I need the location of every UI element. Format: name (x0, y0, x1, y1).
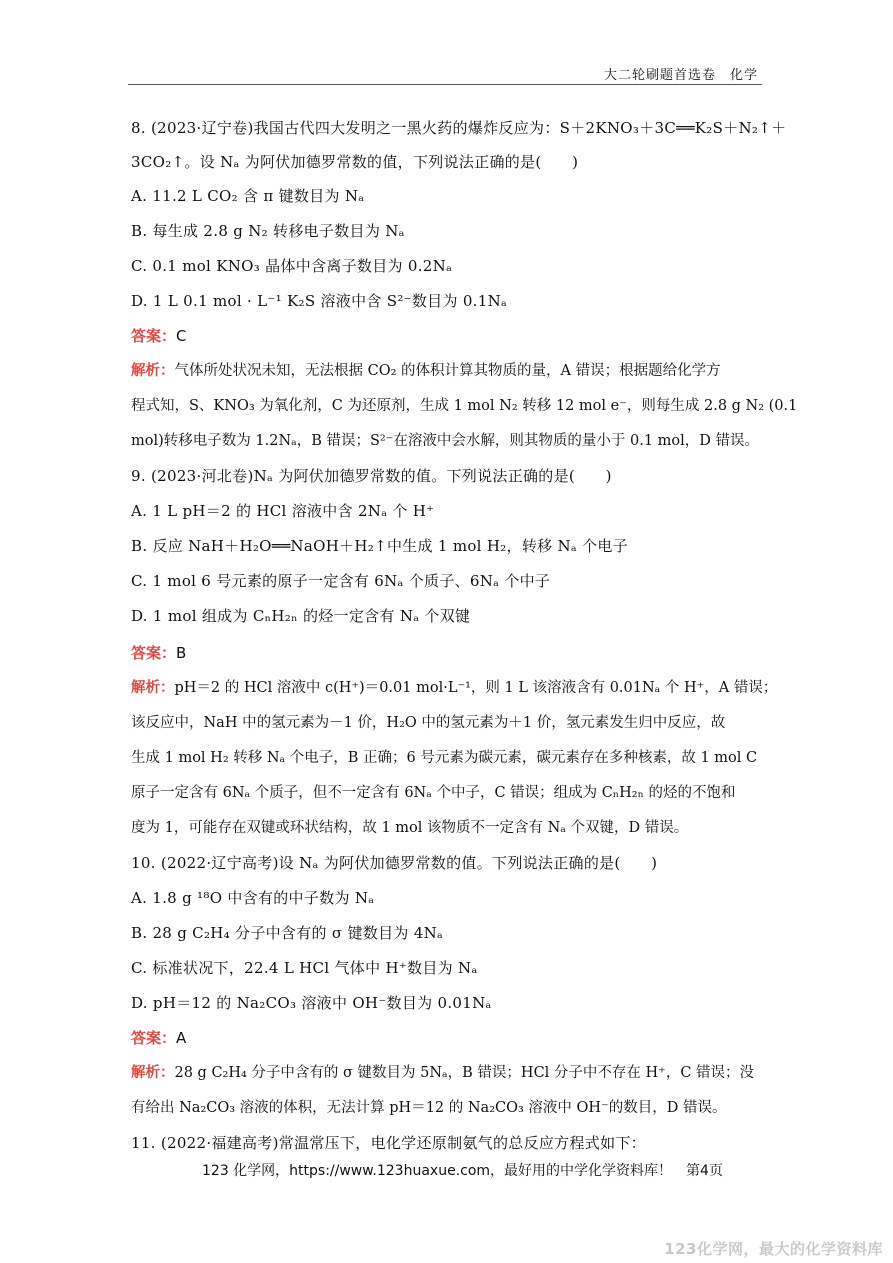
question-line: A. 11.2 L CO₂ 含 π 键数目为 Nₐ (131, 187, 365, 205)
question-line: B. 28 g C₂H₄ 分子中含有的 σ 键数目为 4Nₐ (131, 924, 444, 942)
explanation-line (131, 678, 778, 698)
answer-label: 答案： (131, 644, 177, 662)
question-line: C. 0.1 mol KNO₃ 晶体中含离子数目为 0.2Nₐ (131, 257, 453, 275)
answer-line (131, 326, 771, 346)
explanation-line: 度为 1，可能存在双键或环状结构，故 1 mol 该物质不一定含有 Nₐ 个双键，D 错误。 (131, 820, 689, 836)
explanation-line: 有给出 Na₂CO₃ 溶液的体积，无法计算 pH＝12 的 Na₂CO₃ 溶液中 OH⁻的数目，D 错误。 (131, 1100, 727, 1116)
watermark: 123化学网，最大的化学资料库 (664, 1240, 883, 1258)
question-line: A. 1 L pH＝2 的 HCl 溶液中含 2Nₐ 个 H⁺ (131, 502, 435, 520)
explanation-label: 解析： (131, 363, 175, 379)
explanation-text: 28 g C₂H₄ 分子中含有的 σ 键数目为 5Nₐ，B 错误；HCl 分子中不存在 H⁺，C 错误；没 (174, 1065, 755, 1081)
question-line: D. 1 L 0.1 mol · L⁻¹ K₂S 溶液中含 S²⁻数目为 0.1Nₐ (131, 292, 508, 310)
question-line: B. 反应 NaH＋H₂O══NaOH＋H₂↑中生成 1 mol H₂，转移 Nₐ 个电子 (131, 537, 628, 555)
explanation-line (131, 361, 771, 381)
explanation-line: 程式知，S、KNO₃ 为氧化剂，C 为还原剂，生成 1 mol N₂ 转移 12 mol e⁻，则每生成 2.8 g N₂ (0.1 (131, 398, 798, 414)
header-title: 大二轮刷题首选卷 化学 (603, 68, 758, 83)
question-line: A. 1.8 g ¹⁸O 中含有的中子数为 Nₐ (131, 889, 375, 907)
explanation-label: 解析： (131, 680, 175, 696)
explanation-line: 原子一定含有 6Nₐ 个质子，但不一定含有 6Nₐ 个中子，C 错误；组成为 CₙH₂ₙ 的烃的不饱和 (131, 785, 736, 801)
explanation-line (131, 1063, 771, 1083)
explanation-text: 气体所处状况未知，无法根据 CO₂ 的体积计算其物质的量，A 错误；根据题给化学方 (174, 363, 721, 379)
answer-line (131, 1028, 771, 1048)
answer-label: 答案： (131, 1029, 177, 1047)
answer-value: B (176, 644, 187, 662)
answer-line (131, 643, 771, 663)
question-line: 10. (2022·辽宁高考)设 Nₐ 为阿伏加德罗常数的值。下列说法正确的是( ) (131, 854, 658, 872)
explanation-line: 该反应中，NaH 中的氢元素为－1 价，H₂O 中的氢元素为＋1 价，氢元素发生归中反应，故 (131, 715, 726, 731)
question-line: 3CO₂↑。设 Nₐ 为阿伏加德罗常数的值，下列说法正确的是( ) (131, 153, 579, 171)
explanation-line: 生成 1 mol H₂ 转移 Nₐ 个电子，B 正确；6 号元素为碳元素，碳元素存在多种核素，故 1 mol C (131, 750, 758, 766)
question-line: C. 1 mol 6 号元素的原子一定含有 6Nₐ 个质子、6Nₐ 个中子 (131, 572, 551, 590)
answer-value: A (176, 1029, 187, 1047)
page-footer: 123 化学网，https://www.123huaxue.com，最好用的中学化学资料库！ 第4页 (202, 1163, 723, 1179)
explanation-label: 解析： (131, 1065, 175, 1081)
question-line: D. 1 mol 组成为 CₙH₂ₙ 的烃一定含有 Nₐ 个双键 (131, 607, 471, 625)
question-line: 9. (2023·河北卷)Nₐ 为阿伏加德罗常数的值。下列说法正确的是( ) (131, 467, 612, 485)
answer-label: 答案： (131, 327, 177, 345)
question-line: D. pH＝12 的 Na₂CO₃ 溶液中 OH⁻数目为 0.01Nₐ (131, 994, 492, 1012)
explanation-text: pH＝2 的 HCl 溶液中 c(H⁺)＝0.01 mol·L⁻¹，则 1 L 该溶液含有 0.01Nₐ 个 H⁺，A 错误； (174, 680, 778, 696)
explanation-line: mol)转移电子数为 1.2Nₐ，B 错误；S²⁻在溶液中会水解，则其物质的量小于 0.1 mol，D 错误。 (131, 433, 760, 449)
question-line: B. 每生成 2.8 g N₂ 转移电子数目为 Nₐ (131, 222, 405, 240)
question-line: C. 标准状况下，22.4 L HCl 气体中 H⁺数目为 Nₐ (131, 959, 478, 977)
question-line: 8. (2023·辽宁卷)我国古代四大发明之一黑火药的爆炸反应为：S＋2KNO₃＋3C══K₂S＋N₂↑＋ (131, 119, 787, 137)
answer-value: C (176, 327, 187, 345)
question-line: 11. (2022·福建高考)常温常压下，电化学还原制氨气的总反应方程式如下： (131, 1134, 646, 1152)
